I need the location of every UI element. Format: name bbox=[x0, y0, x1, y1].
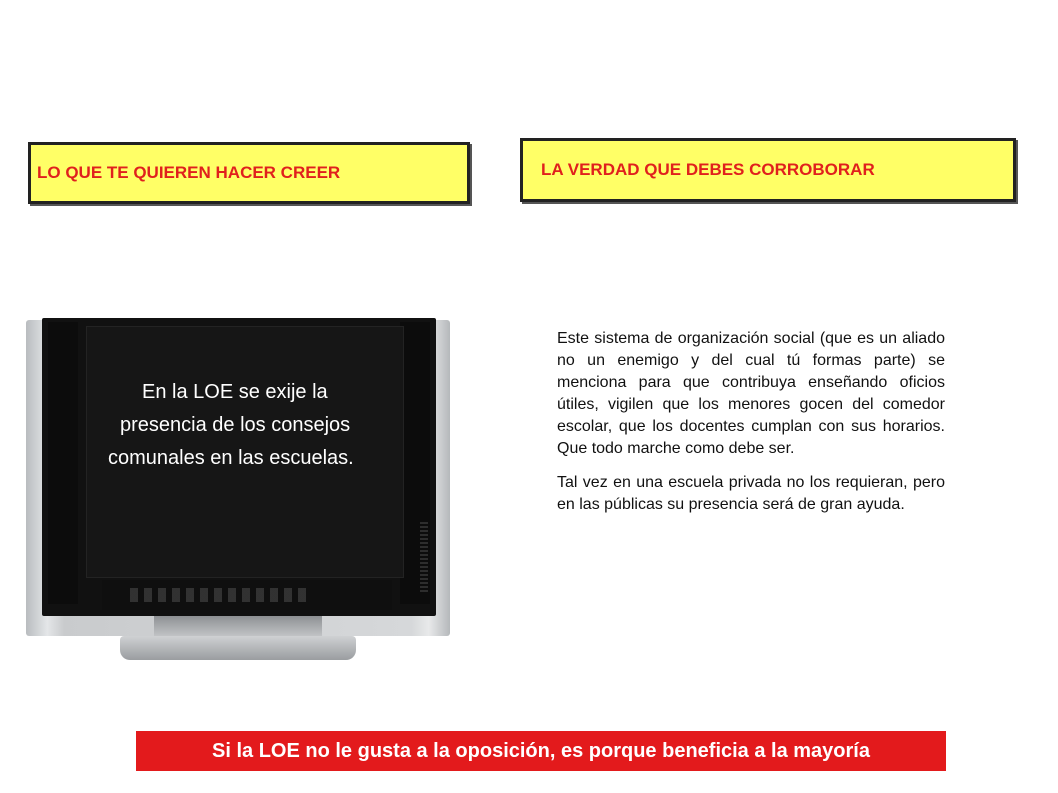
left-heading: LO QUE TE QUIEREN HACER CREER bbox=[37, 163, 341, 182]
right-heading: LA VERDAD QUE DEBES CORROBORAR bbox=[541, 160, 875, 179]
tv-text-line-2: presencia de los consejos bbox=[120, 414, 351, 436]
banner-text: Si la LOE no le gusta a la oposición, es porque beneficia a la mayoría bbox=[212, 739, 870, 762]
tv-text-line-3: comunales en las escuelas. bbox=[108, 447, 354, 469]
explanation-text bbox=[557, 328, 945, 528]
conclusion-banner bbox=[136, 731, 946, 771]
paragraph-1: Este sistema de organización social (que es un aliado no un enemigo y del cual tú formas parte) se menciona para que contribuya enseñando oficios útiles, vigilen que los menores gocen del comedor escolar, que los docentes cumplan con sus horarios. Que todo marche como debe ser. bbox=[557, 330, 945, 457]
paragraph-2: Tal vez en una escuela privada no los requieran, pero en las públicas su presencia será de gran ayuda. bbox=[557, 474, 945, 513]
tv-text-line-1: En la LOE se exije la bbox=[142, 381, 328, 403]
tv-screen-text bbox=[86, 376, 446, 475]
tv-speaker-grill bbox=[420, 522, 428, 592]
tv-stand-base bbox=[120, 636, 356, 660]
tv-controls bbox=[130, 588, 310, 602]
right-heading-box bbox=[520, 138, 1016, 202]
tv-stand-neck bbox=[154, 616, 322, 638]
tv-speaker-left bbox=[48, 322, 78, 604]
television-image bbox=[26, 318, 450, 662]
left-heading-box bbox=[28, 142, 470, 204]
